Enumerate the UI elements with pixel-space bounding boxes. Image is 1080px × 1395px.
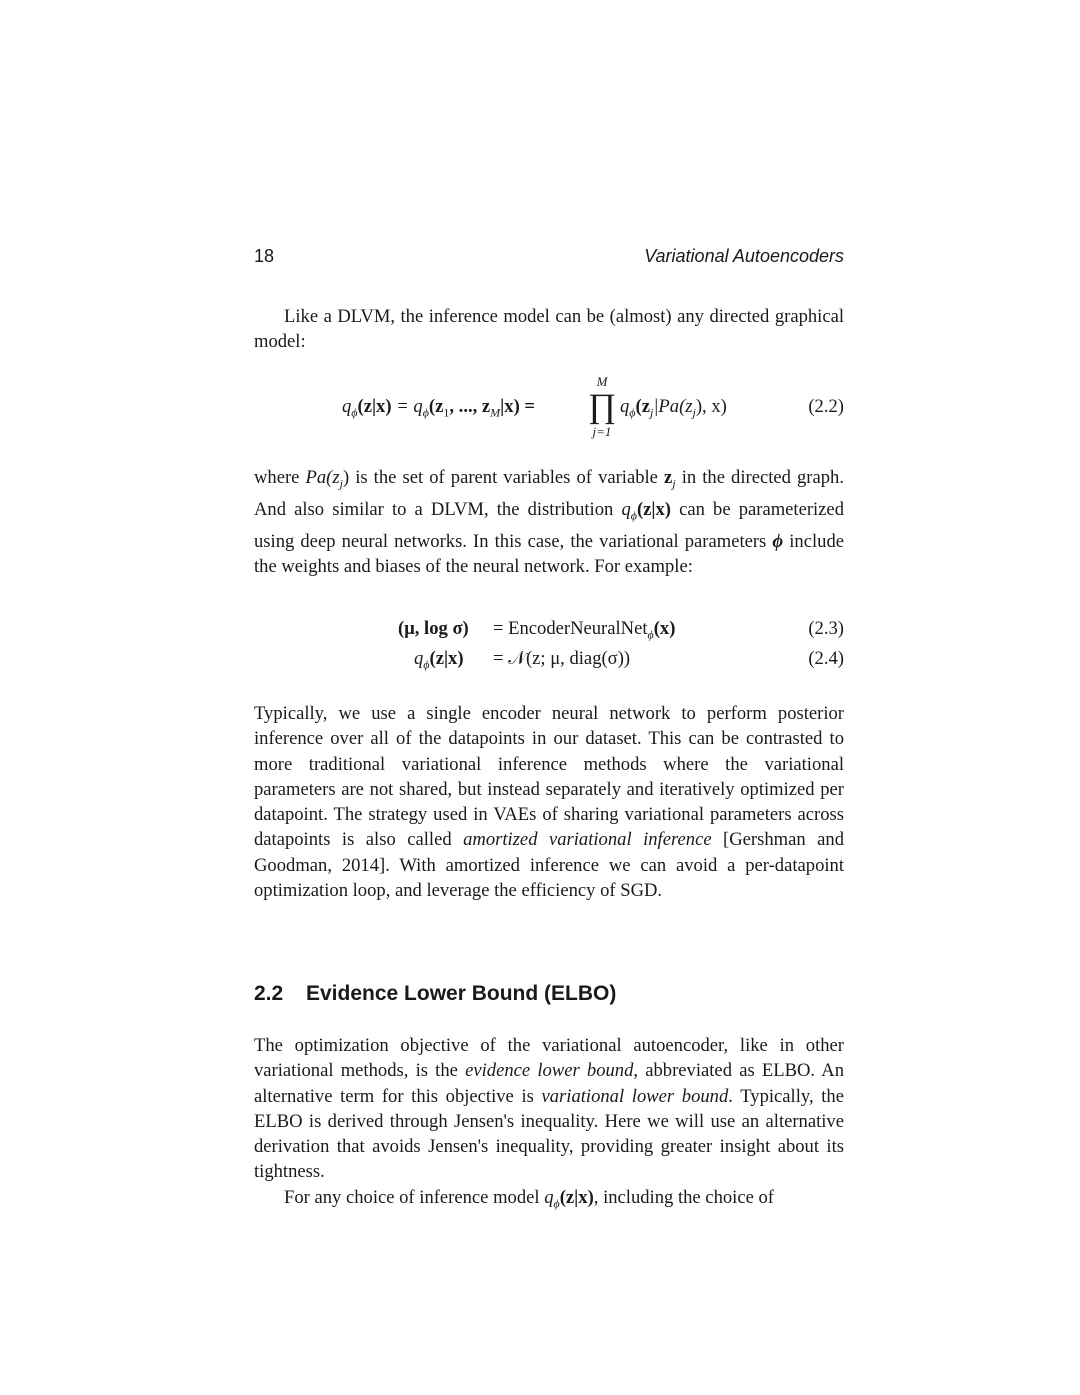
product-operator: M ∏ j=1 (588, 374, 616, 439)
equation-2-2-rhs: $q_\phi(z_j|Pa(z_j)$, x) (620, 396, 727, 420)
paragraph-amortized: Typically, we use a single encoder neural network to perform posterior inference over all of the datapoints in our dataset. This can be contrasted to more traditional variational inference methods where the variational parameters are not shared, but instead separately and iteratively optimized per datapoint. The strategy used in VAEs of sharing variational parameters across datapoints is also called amortized variational inference [Gershman and Goodman, 2014]. With amortized inference we can avoid a per-datapoint optimization loop, and leverage the efficiency of SGD. (254, 703, 844, 902)
section-heading (254, 982, 844, 1006)
equation-number: (2.3) (808, 618, 844, 639)
paragraph-elbo: The optimization objective of the variational autoencoder, like in other variational methods, is the evidence lower bound, abbreviated as ELBO. An alternative term for this objective is variational lower bound. Typically, the ELBO is derived through Jensen's inequality. Here we will use an alternative derivation that avoids Jensen's inequality, providing greater insight about its tightness. (254, 1035, 844, 1183)
paragraph-inference-choice: For any choice of inference model $q_\phi(z|x)$, including the choice of (284, 1187, 774, 1211)
section-title: Evidence Lower Bound (ELBO) (306, 982, 617, 1005)
equation-2-3-rhs: = EncoderNeuralNet$_\phi$(x) (493, 618, 676, 642)
equation-2-2 (254, 372, 844, 452)
section-number: 2.2 (254, 982, 284, 1005)
running-title: Variational Autoencoders (644, 246, 844, 266)
equation-2-3-lhs: (μ, log σ) (398, 618, 469, 639)
paragraph-intro: Like a DLVM, the inference model can be (almost) any directed graphical model: (254, 306, 844, 353)
page-header (254, 246, 844, 272)
equation-number: (2.4) (808, 648, 844, 669)
paragraph-parents: where $Pa(z_j)$ is the set of parent variables of variable $z_j$ in the directed graph. And also similar to a DLVM, the distribution $q_\phi(z|x)$ can be parameterized using deep neural networks. In this case, the variational parameters ϕ include the weights and biases of the neural network. For example: (254, 467, 844, 578)
equation-2-4-rhs: = 𝒩(z; μ, diag(σ)) (493, 648, 631, 669)
equation-2-2-lhs: $q_\phi(z|x) = q_\phi(z_1$, ..., $z_M|x$) = (342, 396, 535, 420)
equation-2-4 (254, 648, 844, 674)
equation-number: (2.2) (808, 396, 844, 417)
page-number: 18 (254, 246, 275, 266)
equation-2-4-lhs: $q_\phi(z|x)$ (414, 648, 464, 672)
equation-2-3 (254, 618, 844, 644)
